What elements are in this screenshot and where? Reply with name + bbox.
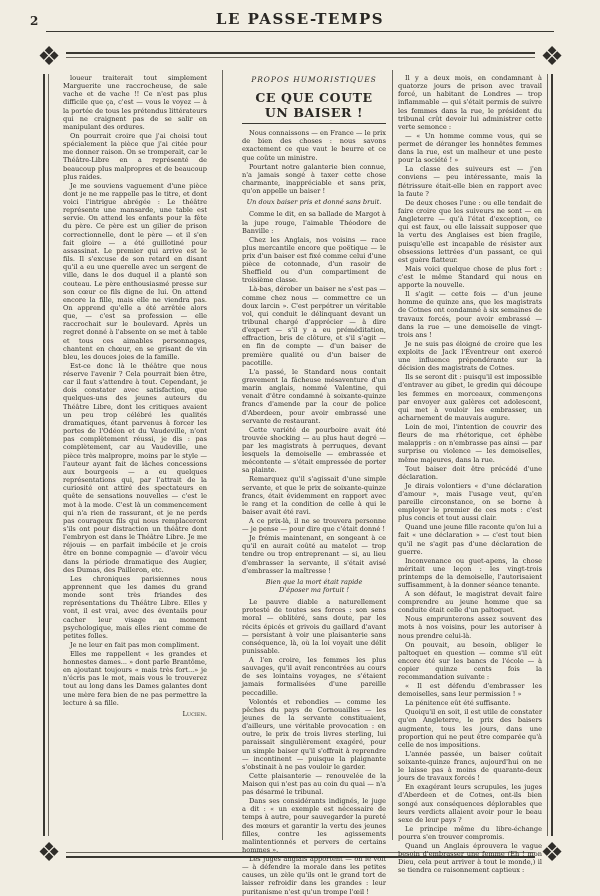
paragraph: L'année passée, un baiser coûtait soixante-quinze francs, aujourd'hui on ne le laisse pas à moins de quarante-deux jours de travaux forcés ! [398,749,542,783]
paragraph: Dans ses considérants indignés, le juge a dit : « un exemple est nécessaire de temps à autre, pour sauvegarder la pureté des mœurs et garantir la vertu des jeunes filles, contre les agissements malintentionnés et pervers de certains hommes ». [242,797,386,854]
paragraph: Volontés et rebondies — comme les pêches du pays de Cornouailles — les jeunes de la servante constituaient, d'ailleurs, une véritable provocation : en outre, le prix de trois livres sterling, lui paraissait singulièrement exagéré, pour un simple baiser qu'il s'offrait à reprendre — incontinent — puisque la plaignante s'obstinait à ne pas vouloir le garder. [242,697,386,771]
header-rule [46,31,554,32]
article-headline: CE QUE COUTE UN BAISER ! [242,90,386,124]
paragraph: Inconvenance ou guet-apens, la chose méritait une leçon : les vingt-trois printemps de la demoiselle, l'autorisaient suffisamment, à la donner séance tenante. [398,556,542,590]
paragraph: Elles me rappellent « les grandes et honnestes dames... » dont parle Brantôme, en ajoutant toujours « mais très fort...» je n'écris pas le mot, mais vous le trouverez tout au long dans les Dames galantes dont une mère fera bien de ne pas permettre la lecture à sa fille. [63,649,207,707]
paragraph: Nous emprunterons assez souvent des mots à nos voisins, pour les autoriser à nous prendre celui-là. [398,615,542,640]
column-divider [222,70,223,840]
author-signature: Lucien. [182,709,207,718]
column-2 [242,74,386,896]
paragraph: En exagérant leurs scrupules, les juges d'Aberdeen et de Cotnes, ont-ils bien songé aux conséquences déplorables que leurs verdicts allaient avoir pour le beau sexe de leur pays ? [398,783,542,824]
paragraph: Mais voici quelque chose de plus fort : c'est le même Standard qui nous en apporte la nouvelle. [398,264,542,290]
paragraph: Quand un Anglais éprouvera le vague besoin d'embrasser une femme (Eh ! mon Dieu, cela peut arriver à tout le monde,) il se tiendra ce raisonnement captieux : [398,841,542,875]
paragraph: La pénitence eût été suffisante. [405,699,511,708]
paragraph: Pourtant notre galanterie bien connue, n'a jamais songé à taxer cette chose charmante, inappréciable et sans prix, qu'on appelle un baiser ! [242,162,386,196]
paragraph: loueur traiterait tout simplement Marguerite une raccrocheuse, de sale vache et de vache !! Ce n'est pas plus difficile que ça, c'est — vous le voyez — à la portée de tous les prétendus littérateurs qui ne craignent pas de se salir en manipulant des ordures. [63,74,207,131]
verse-quote: Un doux baiser pris et donné sans bruit. [246,198,382,207]
paragraph: Comme le dit, en sa ballade de Margot à la jupe rouge, l'aimable Théodore de Banville : [242,210,386,235]
corner-ornament-icon: ❖ [535,836,569,870]
paragraph: Je frémis maintenant, en songeant à ce qu'il en aurait coûté au matelot — trop tendre ou trop entreprenant — si, au lieu d'embrasser la servante, il s'était avisé d'embrasser la maîtresse ! [242,534,386,575]
paragraph: Cette plaisanterie — renouvelée de la Maison qui n'est pas au coin du quai — n'a pas désarmé le tribunal. [242,771,386,797]
paragraph: A ce prix-là, il ne se trouvera personne — je pense — pour dire que c'était donné ! [242,516,386,534]
paragraph: Quand une jeune fille raconte qu'on lui a fait « une déclaration » — c'est tout bien qu'il ne s'agit pas d'une déclaration de guerre. [398,523,542,556]
masthead-title: LE PASSE-TEMPS [215,10,385,28]
paragraph: Remarquez qu'il s'agissait d'une simple servante, et que le prix de soixante-quinze francs, était évidemment en rapport avec le rang et la condition de celle à qui le baiser avait été ravi. [242,475,386,516]
paragraph: Chez les Anglais, nos voisins — race plus mercantile encore que poëtique — le prix d'un baiser est fixé comme celui d'une pièce de cotonnade, d'un rasoir de Sheffield ou d'un compartiment de troisième classe. [242,235,386,285]
section-kicker: PROPOS HUMORISTIQUES [251,75,377,84]
column-1 [63,74,207,842]
paragraph: On pourrait croire que j'ai choisi tout spécialement la pièce que j'ai citée pour me donner raison. On se tromperait, car le Théâtre-Libre en a représenté de beaucoup plus malpropres et de beaucoup plus raides. [63,131,207,181]
paragraph: Je me souviens vaguement d'une pièce dont je ne me rappelle pas le titre, et dont voici l'intrigue abrégée : Le théâtre représente une mansarde, une table est servie. On attend les enfants pour la fête du père. Ce père est un gilier de prison correctionnelle, dont le père — et il s'en fait gloire — a été guillotiné pour assassinat. Le premier qui arrive est le fils. Il s'excuse de son retard en disant qu'il a eu une querelle avec un sergent de ville, dans le dos duquel il a planté son couteau. Le père enthousiasmé presse sur son cœur ce fils digne de lui. On attend encore la fille, mais elle ne viendra pas. On apprend qu'elle a été arrêtée alors que, — c'est sa profession — elle raccrochait sur le boulevard. Après un regret donné à l'absente on se met à table et tous ces aimables personnages, chantent en chœur, en se grisant de vin bleu, les douces joies de la famille. [63,181,207,361]
paragraph: Il y a deux mois, en condamnant à quatorze jours de prison avec travail forcé, un habitant de Londres — trop inflammable — qui s'était permis de suivre les femmes dans la rue, le président du tribunal crût devoir lui administrer cette verte semonce : [398,74,542,131]
paragraph: Quoiqu'il en soit, il est utile de constater qu'en Angleterre, le prix des baisers augmente, tous les jours, dans une proportion qui ne peut être comparée qu'à celle de nos impositions. [398,708,542,749]
paragraph: — « Un homme comme vous, qui se permet de déranger les honnêtes femmes dans la rue, est un malheur et une peste pour la société ! » [398,131,542,165]
paragraph: Je ne suis pas éloigné de croire que les exploits de Jack l'Éventreur ont exercé une influence prépondérante sur la décision des magistrats de Cotnes. [398,339,542,373]
paragraph: Le pauvre diable a naturellement protesté de toutes ses forces : son sens moral — oblitéré, sans doute, par les récits épicés et grivois du gaillard d'avant — persistant à voir une plaisanterie sans conséquence, là, où la loi voyait une délit punissable. [242,598,386,656]
column-3 [398,74,542,875]
verse-quote: Bien que la mort était rapide D'époser ma fortuit ! [265,577,363,594]
corner-ornament-icon: ❖ [535,40,569,74]
paragraph: De deux choses l'une : ou elle tendait de faire croire que les suiveurs ne sont — en Angleterre — qu'à l'état d'exception, ce qui est faux, ou elle laissait supposer que la vertu des Anglaises est bien fragile, puisqu'elle est incapable de résister aux obsessions lettrées d'un passant, ce qui est guère flatteur. [398,198,542,264]
paragraph: Je ne leur en fait pas mon compliment. [70,640,200,649]
paragraph: Loin de moi, l'intention de couvrir des fleurs de ma rhétorique, cet éphèbe malappris : on n'embrasse pas ainsi — par surprise ou violence — les demoiselles, même majeures, dans la rue. [398,422,542,464]
paragraph: « Il est défendu d'embrasser les demoiselles, sans leur permission ! » [398,682,542,699]
paragraph: Cette variété de pourboire avait été trouvée shocking — au plus haut degré — par les magistrats à perruques, devant lesquels la demoiselle — embrassée et mécontente — s'était empressée de porter sa plainte. [242,425,386,475]
paragraph: Le principe même du libre-échange pourra s'en trouver compromis. [398,824,542,841]
paragraph: Les chroniques parisiennes nous apprennent que les dames du grand monde sont très friandes des représentations du Théâtre Libre. Elles y vont, il est vrai, avec des éventails pour cacher leur visage au moment psychologique, mais elles rient comme de petites folles. [63,574,207,640]
paragraph: A l'en croire, les femmes les plus sauvages, qu'il avait rencontrées au cours de ses lointains voyages, ne s'étaient jamais formalisées d'une pareille peccadille. [242,656,386,697]
paragraph: L'a passé, le Standard nous contait gravement la fâcheuse mésaventure d'un marin anglais, nommé Valentine, qui venait d'être condamné à soixante-quinze francs d'amende par la cour de police d'Aberdeen, pour avoir embrassé une servante de restaurant. [242,367,386,425]
paragraph: A son défaut, le magistrat devait faire comprendre au jeune homme que sa conduite était celle d'un paltoquet. [398,590,542,615]
page-number: 2 [30,14,39,28]
paragraph: Les juges anglais apportent — on le voit — à défendre la morale dans les petites causes, un zèle qu'ils ont le grand tort de laisser refroidir dans les grandes : leur puritanisme n'est qu'un trompe l'œil ! [242,854,386,896]
paragraph: On pouvait, au besoin, obliger le paltoquet en question — comme s'il eût encore été sur les bancs de l'école — à copier quinze cents fois la recommandation suivante : [398,640,542,682]
corner-ornament-icon: ❖ [32,836,66,870]
paragraph: Nous connaissons — en France — le prix de bien des choses : nous savons exactement ce que vaut le beurre et ce que coûte un ministre. [242,129,386,162]
paragraph: La classe des suiveurs est — j'en conviens — peu intéressante, mais la flétrissure était-elle bien en rapport avec la faute ? [398,165,542,198]
paragraph: Est-ce donc là le théâtre que nous réserve l'avenir ? Cela pourrait bien être, car il faut s'attendre à tout. Cependant, je dois constater avec satisfaction, que quelques-uns des jeunes auteurs du Théâtre Libre, dont les critiques avaient un peu trop célébré les qualités dramatiques, étant parvenus à forcer les portes de l'Odéon et du Vaudeville, n'ont pas complètement réussi, je dis : pas complètement, car au Vaudeville, une pièce très malpropre, moins par le style — l'auteur ayant fait de lâches concessions aux bourgeois — a eu quelques représentations qui, par l'attrait de la curiosité ont attiré des spectateurs en quête de sensations nouvelles — c'est le mot à la mode. C'est là un commencement qui n'a rien de rassurant, et je ne perds pas courageux fils qui nous remplaceront s'ils ont pour distraction un théâtre dont l'embryon est dans le Théâtre Libre. Je me réjouis — en parfait imbécile et je crois être en bonne compagnie — d'avoir vécu dans la période dramatique des Augier, des Dumas, des Pailleron, etc. [63,361,207,574]
paragraph: Je dirais volontiers « d'une déclaration d'amour », mais l'usage veut, qu'en pareille circonstance, on se borne à employer le premier de ces mots : c'est plus concis et tout aussi clair. [398,481,542,523]
corner-ornament-icon: ❖ [32,40,66,74]
paragraph: Tout baiser doit être précédé d'une déclaration. [398,464,542,481]
paragraph: Là-bas, dérober un baiser ne s'est pas — comme chez nous — commettre ce un doux larcin ». C'est perpétrer un véritable vol, qui conduit le délinquant devant un tribunal chargé d'apprécier — à dire d'expert — s'il y a eu préméditation, effraction, bris de clôture, et s'il s'agit — en fin de compte — d'un baiser de première qualité ou d'un baiser de pacotille. [242,285,386,367]
paragraph: Ils se seront dit : puisqu'il est impossible d'entraver au gibet, le gredin qui découpe les femmes en morceaux, commençons par envoyer aux galères cet adolescent, qui met à vouloir les embrasser, un acharnement de mauvais augure. [398,373,542,422]
paragraph: Il s'agit — cette fois — d'un jeune homme de quinze ans, que les magistrats de Cotnes ont condamné à six semaines de travaux forcés, pour avoir embrassé — dans la rue — une demoiselle de vingt-trois ans ! [398,290,542,339]
column-divider [392,70,393,840]
